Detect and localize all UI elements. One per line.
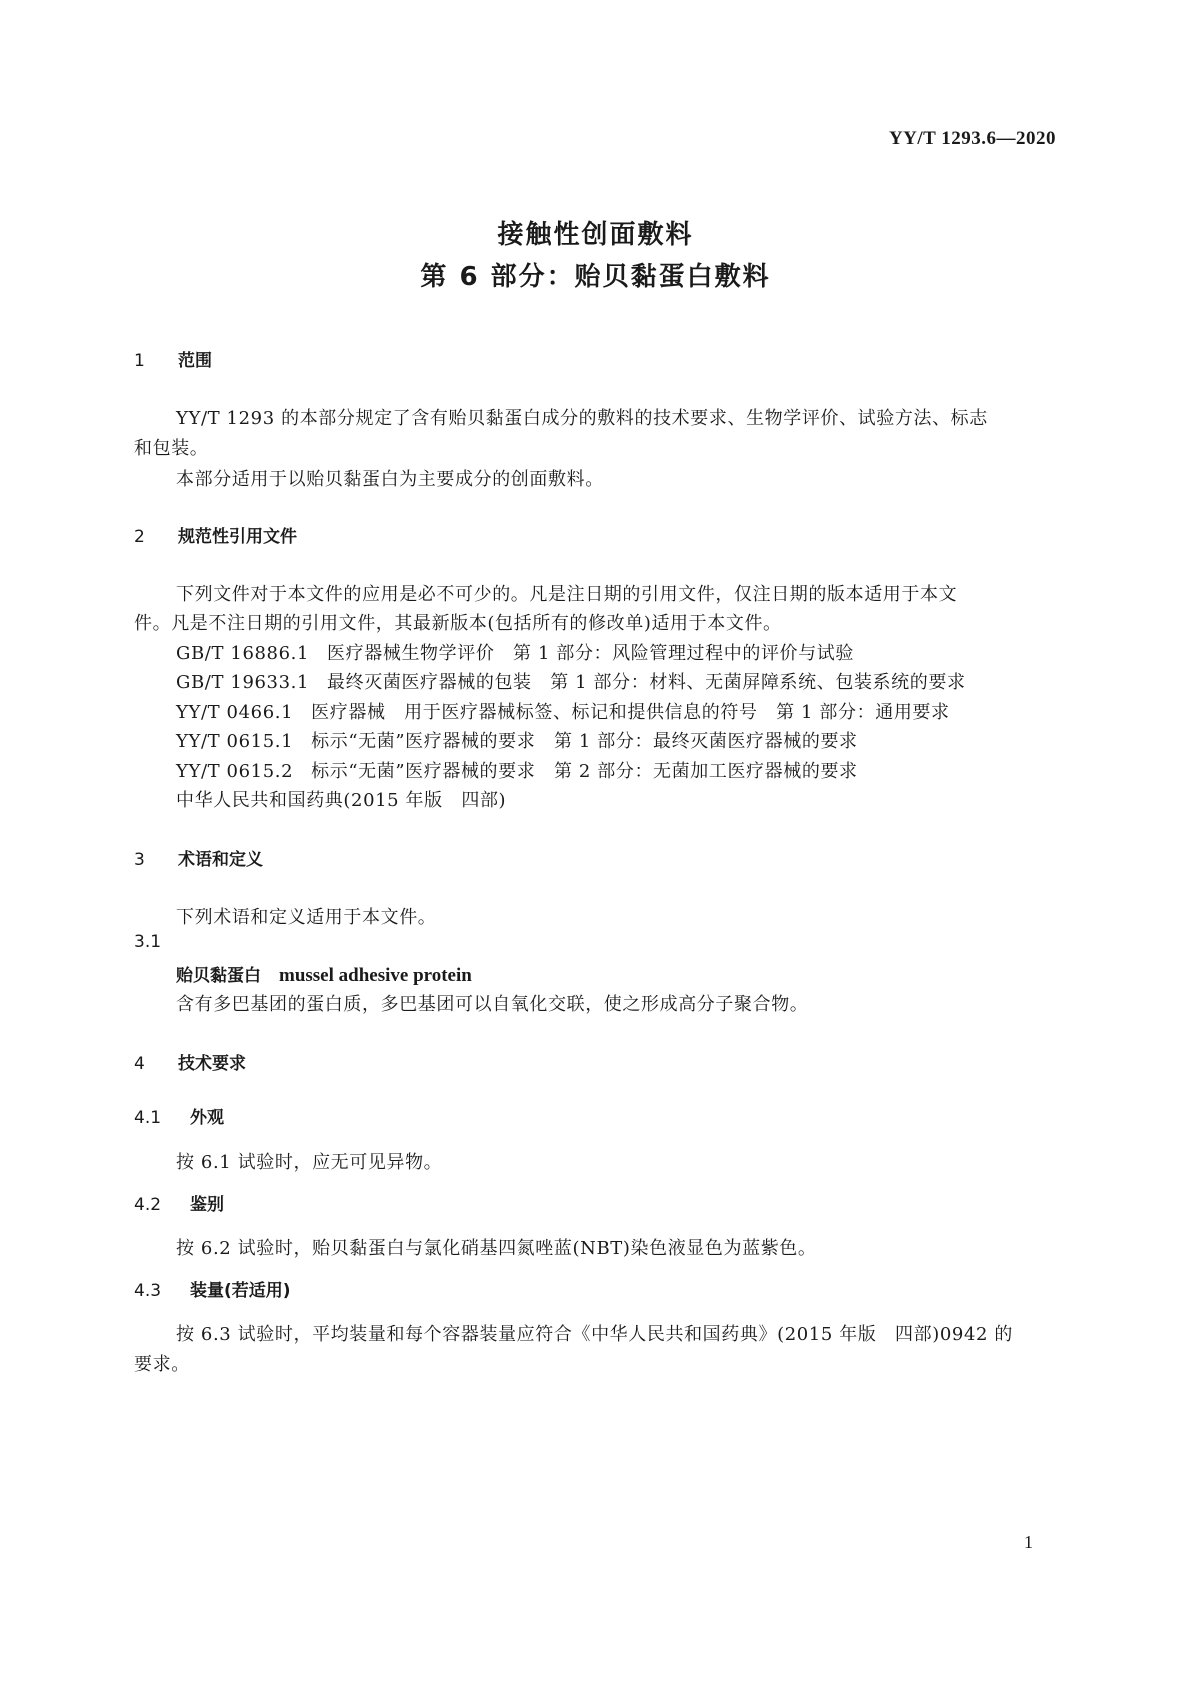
reference-item bbox=[176, 668, 966, 694]
section-number: 2 bbox=[134, 527, 145, 547]
term-number: 3.1 bbox=[134, 932, 162, 952]
subsection-4-1-heading bbox=[134, 1103, 224, 1128]
scope-paragraph-line2: 和包装。 bbox=[134, 438, 209, 459]
term-english: mussel adhesive protein bbox=[279, 965, 472, 986]
normative-intro-line1: 下列文件对于本文件的应用是必不可少的。凡是注日期的引用文件，仅注日期的版本适用于本文 bbox=[176, 584, 958, 605]
section-number: 3 bbox=[134, 850, 145, 870]
reference-title: 标示“无菌”医疗器械的要求 第 2 部分：无菌加工医疗器械的要求 bbox=[311, 761, 858, 782]
standard-code: YY/T 1293.6—2020 bbox=[888, 128, 1056, 149]
reference-code: GB/T 16886.1 bbox=[176, 643, 310, 664]
filling-volume-line2: 要求。 bbox=[134, 1354, 190, 1375]
subsection-4-3-heading bbox=[134, 1276, 291, 1301]
subsection-4-2-heading bbox=[134, 1190, 224, 1215]
document-title-line1: 接触性创面敷料 bbox=[497, 220, 694, 250]
reference-item bbox=[176, 698, 950, 724]
reference-title: 最终灭菌医疗器械的包装 第 1 部分：材料、无菌屏障系统、包装系统的要求 bbox=[327, 672, 966, 693]
subsection-title: 鉴别 bbox=[190, 1195, 224, 1215]
section-title: 规范性引用文件 bbox=[178, 527, 297, 547]
subsection-title: 装量(若适用) bbox=[190, 1281, 291, 1301]
term-definition: 含有多巴基团的蛋白质，多巴基团可以自氧化交联，使之形成高分子聚合物。 bbox=[176, 994, 809, 1015]
subsection-number: 4.1 bbox=[134, 1108, 162, 1128]
reference-code: GB/T 19633.1 bbox=[176, 672, 310, 693]
reference-title: 医疗器械 用于医疗器械标签、标记和提供信息的符号 第 1 部分：通用要求 bbox=[311, 702, 950, 723]
scope-paragraph-2: 本部分适用于以贻贝黏蛋白为主要成分的创面敷料。 bbox=[176, 469, 604, 490]
section-3-heading bbox=[134, 845, 263, 870]
reference-title: 标示“无菌”医疗器械的要求 第 1 部分：最终灭菌医疗器械的要求 bbox=[311, 731, 858, 752]
section-number: 4 bbox=[134, 1054, 145, 1074]
reference-code: YY/T 0466.1 bbox=[176, 702, 294, 723]
section-number: 1 bbox=[134, 351, 145, 371]
reference-code: YY/T 0615.1 bbox=[176, 731, 294, 752]
identification-text: 按 6.2 试验时，贻贝黏蛋白与氯化硝基四氮唑蓝(NBT)染色液显色为蓝紫色。 bbox=[176, 1238, 817, 1259]
scope-paragraph-line1: YY/T 1293 的本部分规定了含有贻贝黏蛋白成分的敷料的技术要求、生物学评价、试验方法、标志 bbox=[176, 408, 988, 429]
page-number: 1 bbox=[1024, 1532, 1033, 1552]
term-entry bbox=[176, 961, 472, 987]
filling-volume-line1: 按 6.3 试验时，平均装量和每个容器装量应符合《中华人民共和国药典》(2015 年版 四部)0942 的 bbox=[176, 1324, 1013, 1345]
section-title: 术语和定义 bbox=[178, 850, 263, 870]
section-title: 范围 bbox=[178, 351, 212, 371]
section-2-heading bbox=[134, 522, 297, 547]
reference-title: 医疗器械生物学评价 第 1 部分：风险管理过程中的评价与试验 bbox=[327, 643, 854, 664]
subsection-number: 4.2 bbox=[134, 1195, 162, 1215]
appearance-text: 按 6.1 试验时，应无可见异物。 bbox=[176, 1152, 443, 1173]
term-chinese: 贻贝黏蛋白 bbox=[176, 966, 261, 986]
reference-item bbox=[176, 639, 854, 665]
reference-code: YY/T 0615.2 bbox=[176, 761, 294, 782]
reference-item bbox=[176, 757, 858, 783]
subsection-title: 外观 bbox=[190, 1108, 224, 1128]
document-title-line2: 第 6 部分：贻贝黏蛋白敷料 bbox=[420, 262, 771, 292]
section-1-heading bbox=[134, 346, 212, 371]
reference-item-pharmacopoeia: 中华人民共和国药典(2015 年版 四部) bbox=[176, 790, 507, 811]
subsection-number: 4.3 bbox=[134, 1281, 162, 1301]
section-title: 技术要求 bbox=[178, 1054, 246, 1074]
terms-intro: 下列术语和定义适用于本文件。 bbox=[176, 907, 437, 928]
normative-intro-line2: 件。凡是不注日期的引用文件，其最新版本(包括所有的修改单)适用于本文件。 bbox=[134, 613, 782, 634]
reference-item bbox=[176, 727, 858, 753]
section-4-heading bbox=[134, 1049, 246, 1074]
